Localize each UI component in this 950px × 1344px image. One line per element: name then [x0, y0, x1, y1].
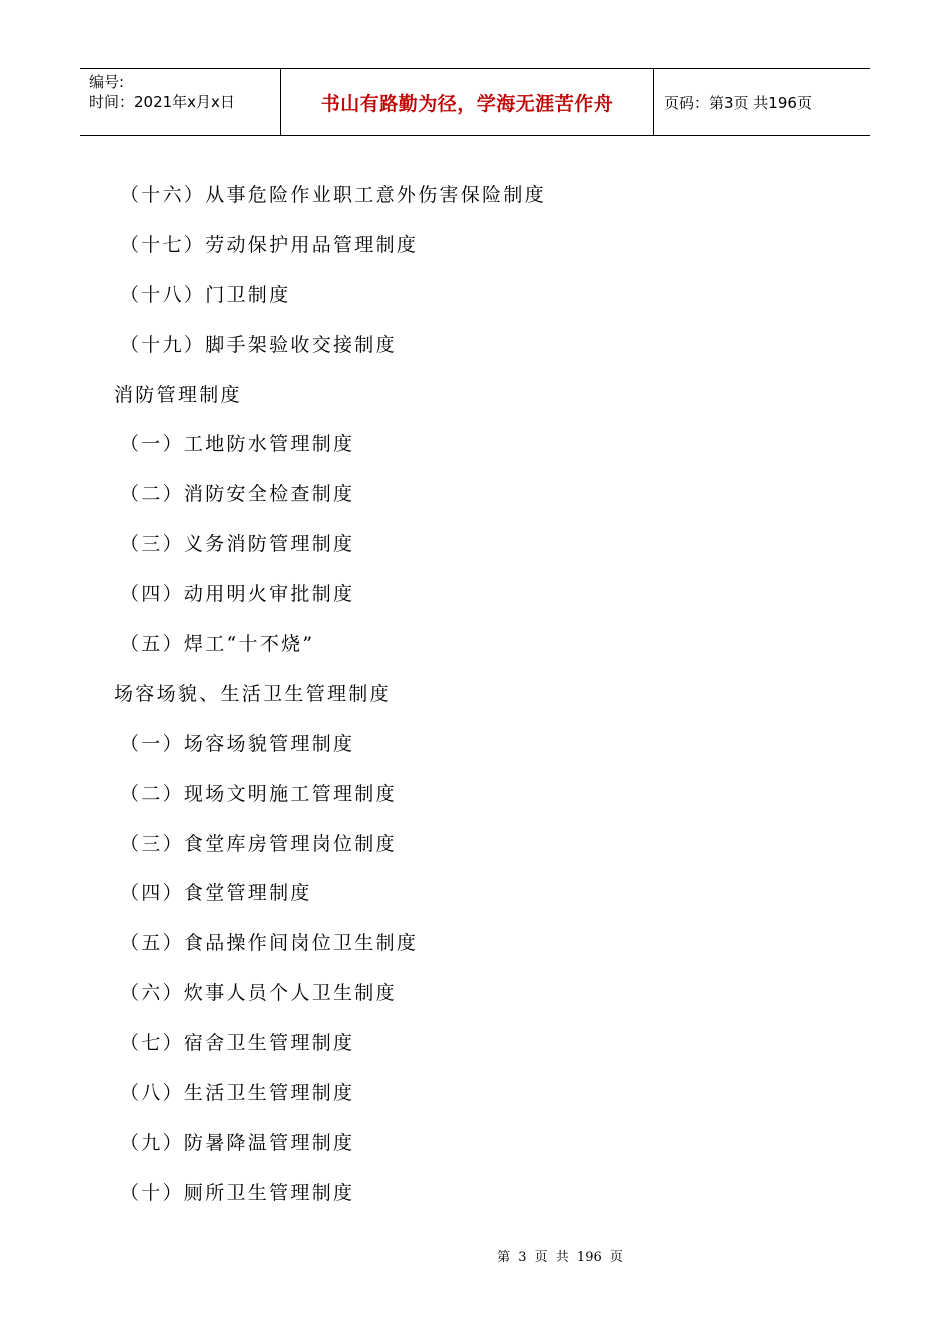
list-item: （一）场容场貌管理制度: [120, 732, 355, 755]
list-item: （十九）脚手架验收交接制度: [120, 333, 397, 356]
header-page-info: 页码：第3页 共196页: [664, 93, 812, 112]
header-meta: [80, 69, 281, 135]
list-item: （十六）从事危险作业职工意外伤害保险制度: [120, 184, 547, 206]
list-item: （四）动用明火审批制度: [120, 583, 355, 606]
page-footer: 第 3 页 共 196 页: [497, 1250, 623, 1265]
list-item: （四）食堂管理制度: [120, 882, 312, 905]
list-item: （六）炊事人员个人卫生制度: [120, 982, 397, 1005]
list-item: （八）生活卫生管理制度: [120, 1082, 355, 1105]
list-item: （十）厕所卫生管理制度: [120, 1181, 355, 1204]
document-body: [114, 170, 834, 1218]
list-item: （十七）劳动保护用品管理制度: [120, 233, 419, 256]
page-header: [80, 68, 870, 136]
list-item: （一）工地防水管理制度: [120, 433, 355, 456]
list-item: （五）食品操作间岗位卫生制度: [120, 932, 419, 955]
document-number-label: 编号:: [89, 73, 125, 91]
section-heading: 场容场貌、生活卫生管理制度: [114, 682, 391, 705]
list-item: （十八）门卫制度: [120, 283, 291, 306]
header-motto: 书山有路勤为径，学海无涯苦作舟: [281, 69, 654, 135]
list-item: （三）食堂库房管理岗位制度: [120, 832, 397, 855]
list-item: （二）消防安全检查制度: [120, 483, 355, 506]
section-heading: 消防管理制度: [114, 383, 242, 406]
list-item: （二）现场文明施工管理制度: [120, 782, 397, 805]
list-item: （七）宿舍卫生管理制度: [120, 1032, 355, 1055]
document-time-label: 时间：2021年x月x日: [89, 93, 235, 111]
list-item: （三）义务消防管理制度: [120, 533, 355, 556]
list-item: （九）防暑降温管理制度: [120, 1131, 355, 1154]
list-item: （五）焊工“十不烧”: [120, 633, 315, 656]
